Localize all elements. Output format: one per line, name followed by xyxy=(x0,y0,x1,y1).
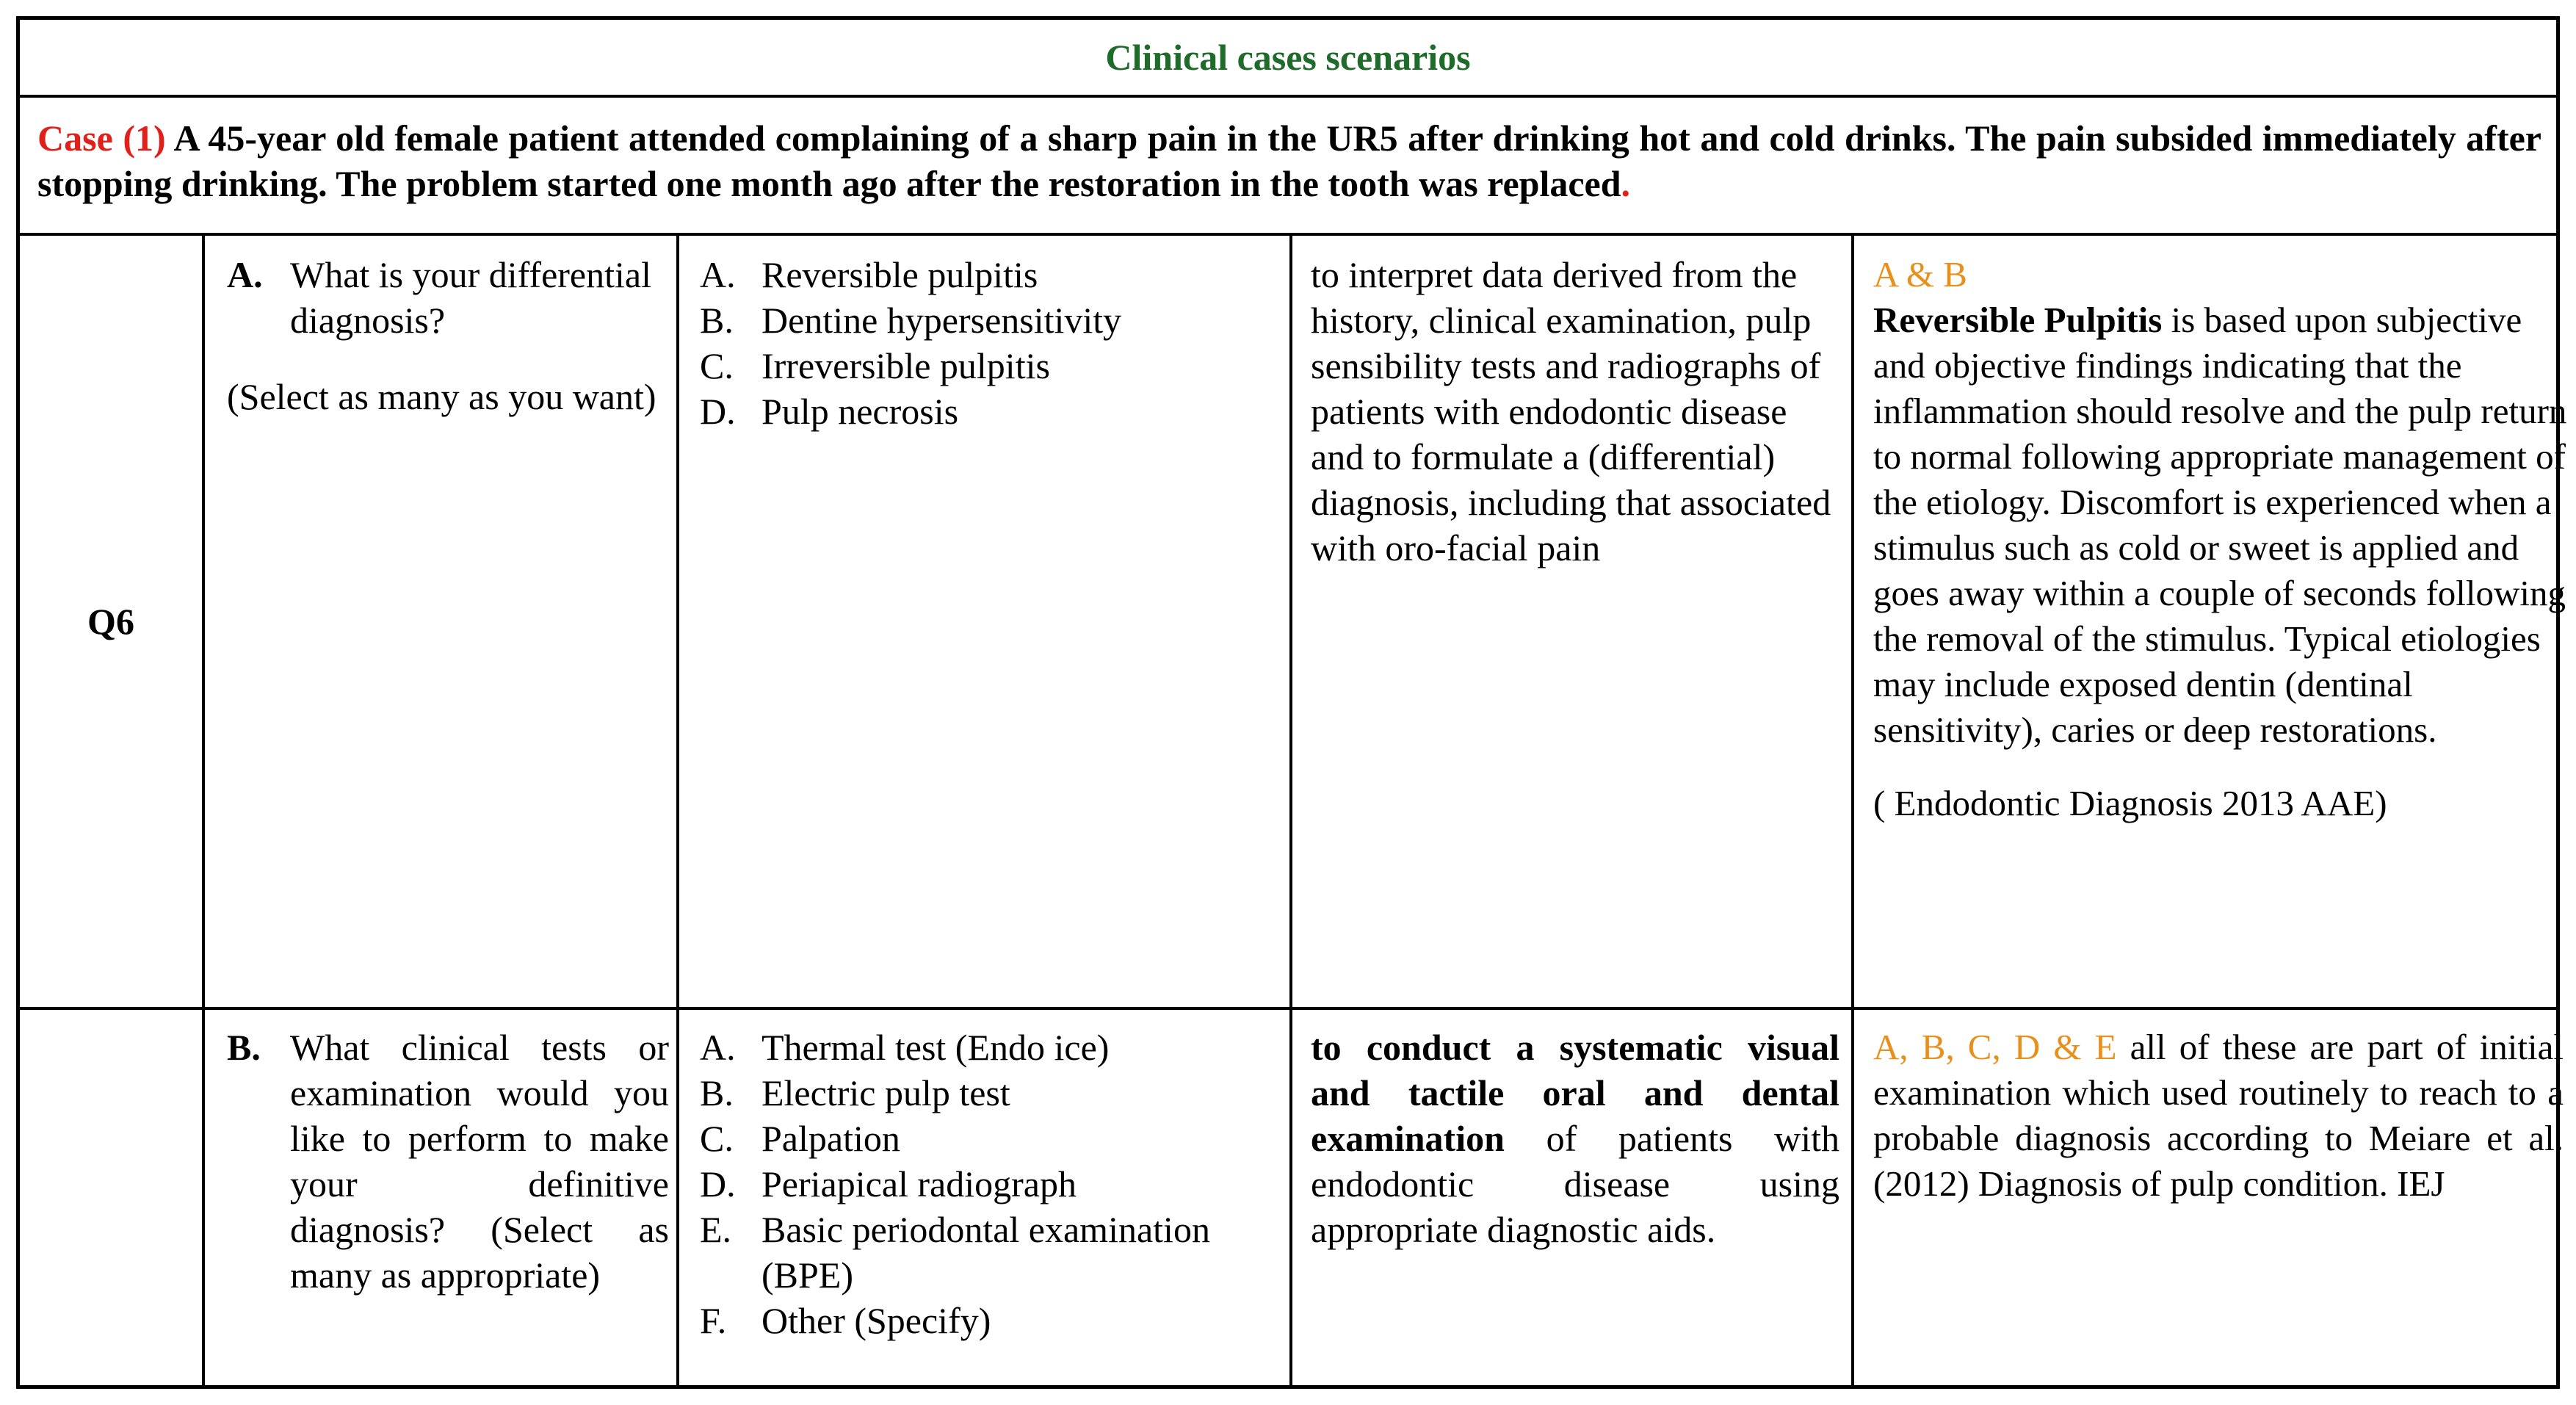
case-label: Case (1) xyxy=(37,118,166,159)
row-a-options-cell xyxy=(700,252,1280,434)
row-b-question xyxy=(227,1025,669,1298)
row-a-question-text: What is your differential diagnosis? xyxy=(290,254,651,341)
row-a-answer xyxy=(1873,297,2571,753)
option-item xyxy=(700,1207,1280,1298)
row-b-options-cell xyxy=(700,1025,1280,1343)
case-end-mark: . xyxy=(1621,163,1631,204)
column-divider xyxy=(1289,236,1292,1389)
row-b-part-label: B. xyxy=(227,1027,261,1068)
row-b-objective-text: of patients with endodontic disease using appropriate diagnostic aids. xyxy=(1311,1118,1839,1250)
row-a-question-note: (Select as many as you want) xyxy=(227,376,656,417)
row-a-objective-cell xyxy=(1311,252,1839,571)
row-a-question-cell xyxy=(227,252,669,419)
row-a-part-label: A. xyxy=(227,254,263,295)
option-letter: C. xyxy=(700,1118,734,1159)
question-grid xyxy=(20,236,2567,1389)
option-item xyxy=(700,297,1280,343)
row-a-question xyxy=(227,252,669,343)
row-a-answer-bold: Reversible Pulpitis xyxy=(1873,300,2163,340)
question-number: Q6 xyxy=(87,601,134,642)
option-item xyxy=(700,1070,1280,1116)
column-divider xyxy=(1851,236,1854,1389)
option-letter: E. xyxy=(700,1209,732,1250)
option-letter: A. xyxy=(700,1027,736,1068)
option-letter: B. xyxy=(700,300,734,341)
option-text: Electric pulp test xyxy=(761,1072,1010,1113)
option-letter: F. xyxy=(700,1300,727,1341)
option-text: Irreversible pulpitis xyxy=(761,345,1050,386)
row-b-answer-key: A, B, C, D & E xyxy=(1873,1027,2117,1067)
column-divider xyxy=(676,236,679,1389)
column-divider xyxy=(202,236,205,1389)
clinical-cases-table xyxy=(16,16,2567,1389)
row-divider xyxy=(20,1007,2556,1010)
option-item xyxy=(700,389,1280,434)
option-item xyxy=(700,1161,1280,1207)
option-text: Basic periodontal examination (BPE) xyxy=(761,1209,1210,1296)
row-a-answer-text: is based upon subjective and objective findings indicating that the inflammation should resolve and the pulp return to normal following appropriate management of the etiology. Discomfort is experienced when a stimulus such as cold or sweet is applied and goes away within a couple of seconds following the removal of the stimulus. Typical etiologies may include exposed dentin (dentinal sensitivity), caries or deep restorations. xyxy=(1873,300,2567,750)
case-description xyxy=(20,98,2556,236)
row-a-answer-cell xyxy=(1873,252,2571,826)
row-b-objective-cell xyxy=(1311,1025,1839,1252)
table-title: Clinical cases scenarios xyxy=(1105,37,1471,78)
row-b-objective xyxy=(1311,1025,1839,1252)
option-letter: B. xyxy=(700,1072,734,1113)
option-text: Thermal test (Endo ice) xyxy=(761,1027,1110,1068)
option-letter: C. xyxy=(700,345,734,386)
option-item xyxy=(700,1116,1280,1161)
option-text: Pulp necrosis xyxy=(761,391,959,432)
row-b-objective-bold: to conduct a systematic visual and tactile oral and dental examination xyxy=(1311,1027,1839,1159)
option-text: Reversible pulpitis xyxy=(761,254,1038,295)
table-title-row xyxy=(20,20,2556,98)
row-a-answer-key: A & B xyxy=(1873,254,1967,295)
row-b-question-text: What clinical tests or examination would you like to perform to make your definitive diagnosis? (Select as many as appropriate) xyxy=(290,1027,669,1296)
row-b-answer xyxy=(1873,1025,2564,1207)
option-text: Dentine hypersensitivity xyxy=(761,300,1122,341)
option-text: Periapical radiograph xyxy=(761,1163,1077,1204)
option-letter: D. xyxy=(700,391,736,432)
row-a-objective: to interpret data derived from the history, clinical examination, pulp sensibility tests and radiographs of patients with endodontic disease and to formulate a (differential) diagnosis, including that associated with oro-facial pain xyxy=(1311,254,1831,568)
row-a-reference: ( Endodontic Diagnosis 2013 AAE) xyxy=(1873,783,2387,823)
option-letter: D. xyxy=(700,1163,736,1204)
case-text: A 45-year old female patient attended complaining of a sharp pain in the UR5 after drinking hot and cold drinks. The pain subsided immediately after stopping drinking. The problem started one month ago after the restoration in the tooth was replaced xyxy=(37,118,2541,204)
option-item xyxy=(700,343,1280,389)
option-item xyxy=(700,252,1280,297)
row-b-answer-cell xyxy=(1873,1025,2564,1207)
row-b-question-cell xyxy=(227,1025,669,1298)
option-item xyxy=(700,1298,1280,1343)
option-text: Palpation xyxy=(761,1118,900,1159)
option-letter: A. xyxy=(700,254,736,295)
option-item xyxy=(700,1025,1280,1070)
question-number-cell xyxy=(20,236,202,1007)
row-b-answer-text: all of these are part of initial examination which used routinely to reach to a probable diagnosis according to Meiare et al. (2012) Diagnosis of pulp condition. IEJ xyxy=(1873,1027,2564,1204)
option-text: Other (Specify) xyxy=(761,1300,991,1341)
